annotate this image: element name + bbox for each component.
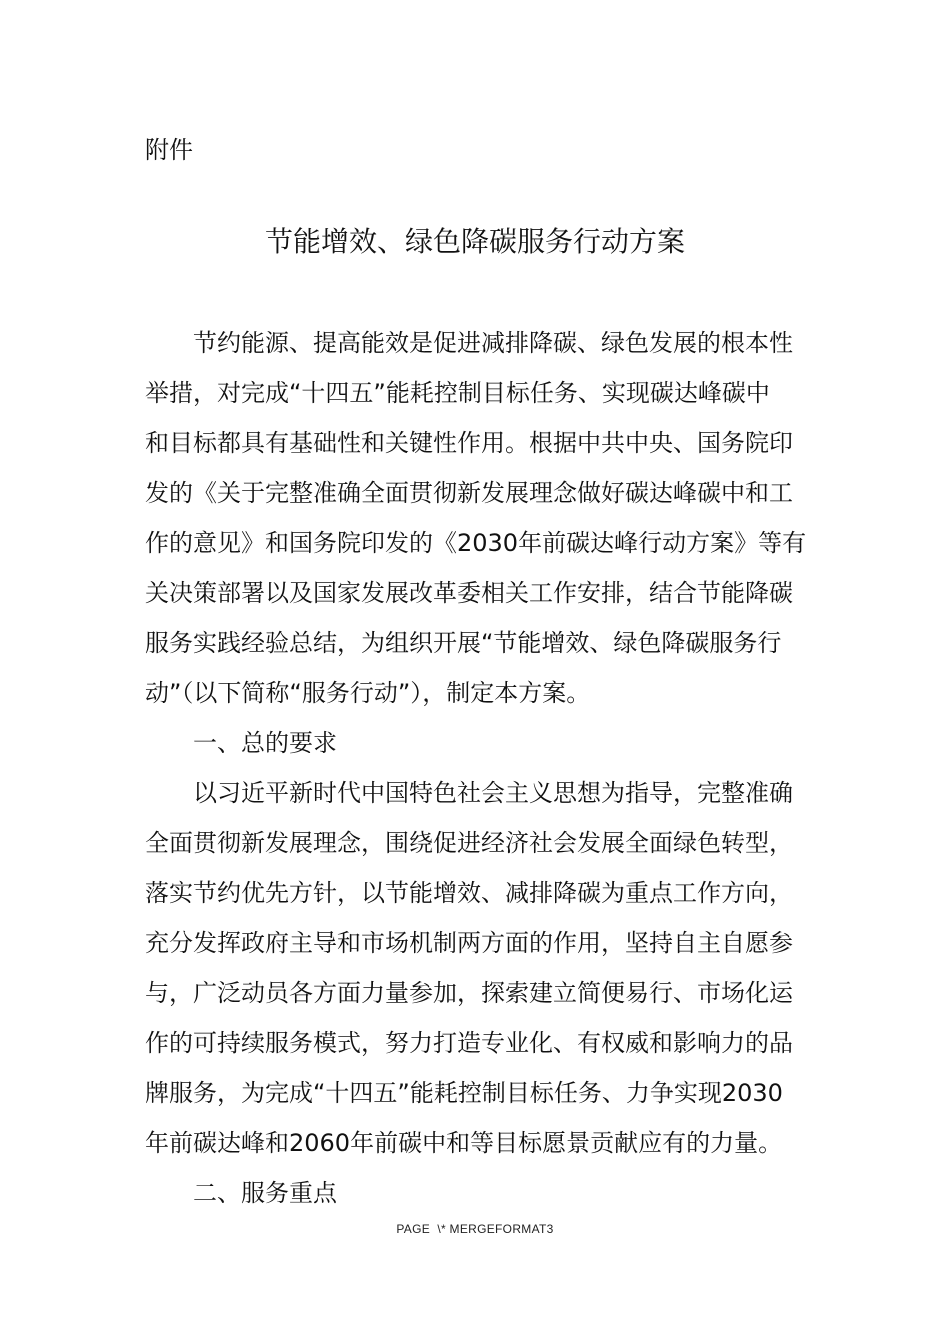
attachment-label: 附件	[145, 136, 193, 164]
paragraph-line: 年前碳达峰和2060年前碳中和等目标愿景贡献应有的力量。	[145, 1129, 783, 1157]
section-heading: 二、服务重点	[193, 1179, 337, 1207]
paragraph-line: 牌服务，为完成“十四五”能耗控制目标任务、力争实现2030	[145, 1079, 783, 1107]
paragraph-line: 作的意见》和国务院印发的《2030年前碳达峰行动方案》等有	[145, 529, 807, 557]
paragraph-line: 节约能源、提高能效是促进减排降碳、绿色发展的根本性	[193, 329, 793, 357]
paragraph-line: 全面贯彻新发展理念，围绕促进经济社会发展全面绿色转型，	[145, 829, 793, 857]
paragraph-line: 举措，对完成“十四五”能耗控制目标任务、实现碳达峰碳中	[145, 379, 770, 407]
paragraph-line: 以习近平新时代中国特色社会主义思想为指导，完整准确	[193, 779, 793, 807]
paragraph-line: 发的《关于完整准确全面贯彻新发展理念做好碳达峰碳中和工	[145, 479, 793, 507]
document-title: 节能增效、绿色降碳服务行动方案	[264, 225, 685, 258]
paragraph-line: 落实节约优先方针，以节能增效、减排降碳为重点工作方向，	[145, 879, 793, 907]
document-body	[145, 318, 810, 1218]
paragraph-line: 充分发挥政府主导和市场机制两方面的作用，坚持自主自愿参	[145, 929, 793, 957]
section-heading: 一、总的要求	[193, 729, 337, 757]
paragraph-line: 关决策部署以及国家发展改革委相关工作安排，结合节能降碳	[145, 579, 793, 607]
paragraph-line: 和目标都具有基础性和关键性作用。根据中共中央、国务院印	[145, 429, 793, 457]
paragraph-line: 动”（以下简称“服务行动”），制定本方案。	[145, 679, 591, 707]
paragraph-line: 与，广泛动员各方面力量参加，探索建立简便易行、市场化运	[145, 979, 793, 1007]
paragraph-line: 服务实践经验总结，为组织开展“节能增效、绿色降碳服务行	[145, 629, 782, 657]
page-footer: PAGE \* MERGEFORMAT3	[396, 1222, 554, 1236]
paragraph-line: 作的可持续服务模式，努力打造专业化、有权威和影响力的品	[145, 1029, 793, 1057]
